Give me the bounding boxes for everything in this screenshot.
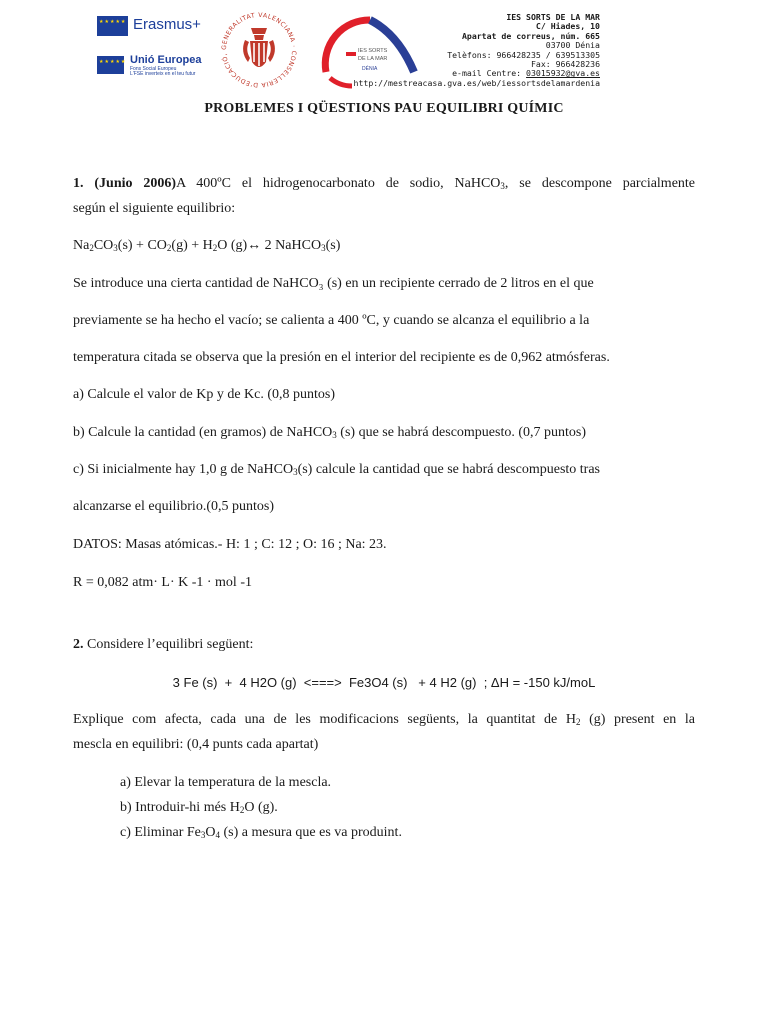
subscript: 3	[500, 181, 505, 191]
part-c-text: O	[205, 825, 216, 840]
problem2-intro	[73, 637, 253, 653]
part-b-text: b) Calcule la cantidad (en gramos) de NaHCO	[73, 425, 333, 440]
problem1-text-line2: previamente se ha hecho el vacío; se calienta a 400 ºC, y cuando se alcanza el equilibrio a la	[73, 313, 590, 328]
problem2-explain-line1	[73, 712, 695, 728]
part-b-text: b) Introduir-hi més H	[120, 800, 240, 815]
problem1-intro-end: , se descompone parcialmente	[504, 176, 696, 191]
problem1-source: (Junio 2006)	[94, 176, 177, 191]
problem1-part-a: a) Calcule el valor de Kp y de Kc. (0,8 puntos)	[73, 387, 336, 402]
explain-text: Explique com afecta, cada una de les modificacions següents, la quantitat de H	[73, 712, 576, 727]
school-email-link[interactable]: 03015932@gva.es	[526, 68, 600, 79]
eq-part: (s) + CO	[117, 238, 167, 253]
problem1-data: DATOS: Masas atómicas.- H: 1 ; C: 12 ; O: 16 ; Na: 23.	[73, 537, 387, 552]
school-po-box: Apartat de correus, núm. 665	[461, 30, 600, 41]
subscript: 2	[212, 243, 218, 253]
eu-sub2: L'FSE inverteix en el teu futur	[130, 71, 196, 77]
gva-seal-logo	[218, 10, 300, 90]
logo-school-line1: IES SORTS	[358, 48, 388, 54]
subscript: 2	[575, 717, 581, 727]
school-zip: 03700 Dénia	[545, 40, 600, 51]
eq-part: O (g)↔ 2 NaHCO	[217, 238, 322, 253]
explain-text: (g) present en la	[589, 712, 695, 727]
school-phones: Telèfons: 966428235 / 639513305	[447, 49, 600, 60]
subscript: 3	[321, 243, 326, 253]
subscript: 4	[215, 830, 220, 840]
erasmus-label: Erasmus+	[133, 16, 201, 33]
problem1-intro-text: A 400ºC el hidrogenocarbonato de sodio, NaHCO	[176, 176, 501, 191]
eu-flag-icon	[97, 16, 128, 36]
problem2-explain-line2: mescla en equilibri: (0,4 punts cada apartat)	[73, 737, 319, 752]
problem2-equation: 3 Fe (s) + 4 H2O (g) <===> Fe3O4 (s) + 4 H2 (g) ; ΔH = -150 kJ/moL	[172, 675, 596, 690]
school-fax: Fax: 966428236	[530, 59, 600, 70]
part-c-text: c) Si inicialmente hay 1,0 g de NaHCO	[73, 462, 294, 477]
eu-label: Unió Europea	[130, 54, 202, 66]
page-title: PROBLEMES I QÜESTIONS PAU EQUILIBRI QUÍMIC	[204, 101, 564, 116]
problem1-part-b	[73, 425, 586, 441]
problem2-part-c	[120, 825, 402, 841]
school-name: IES SORTS DE LA MAR	[506, 12, 600, 22]
problem1-part-c-line2: alcanzarse el equilibrio.(0,5 puntos)	[73, 499, 274, 514]
part-c-text: (s) a mesura que es va produint.	[223, 825, 402, 840]
problem1-part-c-line1	[73, 462, 600, 478]
eq-part: (s)	[325, 238, 341, 253]
subscript: 2	[166, 243, 172, 253]
problem1-equation	[73, 238, 340, 254]
problem1-gas-constant: R = 0,082 atm· L· K -1 · mol -1	[73, 575, 252, 590]
problem2-number: 2.	[73, 637, 84, 652]
subscript: 3	[332, 430, 337, 440]
school-street: C/ Hiades, 10	[535, 21, 600, 32]
subscript: 2	[239, 805, 245, 815]
problem2-part-b	[120, 800, 278, 816]
part-b-text: O (g).	[244, 800, 278, 815]
subscript: 3	[293, 467, 298, 477]
school-address-block	[354, 13, 600, 88]
problem1-intro-line1	[73, 176, 695, 192]
eu-sub1: Fons Social Europeu	[130, 66, 177, 72]
eq-part: CO	[93, 238, 114, 253]
eq-part: Na	[73, 238, 90, 253]
part-c-text: (s) calcule la cantidad que se habrá descompuesto tras	[297, 462, 600, 477]
problem1-intro-line2: según el siguiente equilibrio:	[73, 201, 236, 216]
subscript: 2	[89, 243, 94, 253]
eq-part: (g) + H	[171, 238, 213, 253]
problem1-text-line1: Se introduce una cierta cantidad de NaHCO₃ (s) en un recipiente cerrado de 2 litros en el que	[73, 276, 594, 291]
subscript: 3	[113, 243, 118, 253]
problem1-number: 1.	[73, 176, 84, 191]
school-url[interactable]: http://mestreacasa.gva.es/web/iessortsdelamardenia	[353, 77, 600, 88]
logo-school-line2: DE LA MAR	[358, 56, 388, 62]
problem2-intro-text: Considere l’equilibri següent:	[87, 637, 254, 652]
school-email-label: e-mail Centre:	[452, 68, 522, 79]
subscript: 3	[200, 830, 206, 840]
part-b-text: (s) que se habrá descompuesto. (0,7 puntos)	[340, 425, 587, 440]
problem2-part-a: a) Elevar la temperatura de la mescla.	[120, 775, 332, 790]
problem1-text-line3: temperatura citada se observa que la presión en el interior del recipiente es de 0,962 atmósferas.	[73, 350, 610, 365]
eu-flag-icon	[97, 56, 124, 74]
svg-text:GENERALITAT VALENCIANA · CONSE: GENERALITAT VALENCIANA · CONSELLERIA D'EDUCACIÓ,	[220, 11, 298, 89]
logo-school-line3: DÉNIA	[362, 66, 378, 72]
part-c-text: c) Eliminar Fe	[120, 825, 201, 840]
